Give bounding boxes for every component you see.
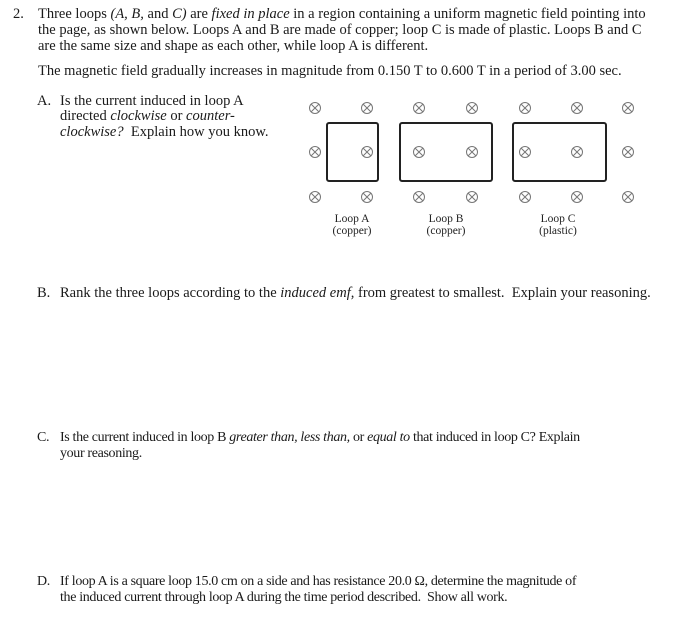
part-b-letter: B.: [37, 285, 51, 301]
part-c-line-2: your reasoning.: [60, 446, 142, 461]
field-into-page-icon: [623, 103, 634, 114]
field-into-page-icon: [520, 147, 531, 158]
part-d-letter: D.: [37, 574, 50, 589]
part-c-letter: C.: [37, 430, 50, 445]
field-into-page-icon: [310, 103, 321, 114]
loop-a-label: Loop A: [334, 213, 370, 225]
part-a-letter: A.: [37, 93, 52, 109]
part-a-line-3: clockwise? Explain how you know.: [60, 124, 269, 140]
intro-line-1: Three loops (A, B, and C) are fixed in place in a region containing a uniform magnetic field pointing into: [38, 6, 646, 22]
field-into-page-icon: [310, 192, 321, 203]
field-into-page-icon: [467, 192, 478, 203]
question-number: 2.: [13, 6, 24, 22]
field-into-page-icon: [414, 147, 425, 158]
field-into-page-icon: [572, 103, 583, 114]
field-into-page-icon: [467, 147, 478, 158]
field-into-page-icon: [467, 103, 478, 114]
part-c-line-1: Is the current induced in loop B greater than, less than, or equal to that induced in loop C? Explain: [60, 430, 580, 445]
part-d-line-2: the induced current through loop A during the time period described. Show all work.: [60, 590, 508, 605]
field-into-page-icon: [362, 103, 373, 114]
field-into-page-icon: [623, 147, 634, 158]
loop-a-material: (copper): [332, 225, 372, 237]
part-a-line-2: directed clockwise or counter-: [60, 108, 235, 124]
part-d-line-1: If loop A is a square loop 15.0 cm on a side and has resistance 20.0 Ω, determine the magnitude of: [60, 574, 577, 589]
field-into-page-icon: [414, 192, 425, 203]
intro-line-3: are the same size and shape as each other, while loop A is different.: [38, 38, 429, 54]
field-statement: The magnetic field gradually increases in magnitude from 0.150 T to 0.600 T in a period of 3.00 sec.: [38, 63, 622, 79]
field-into-page-icon: [572, 147, 583, 158]
field-into-page-icon: [362, 147, 373, 158]
loop-c-label: Loop C: [540, 213, 576, 225]
field-into-page-icon: [572, 192, 583, 203]
field-into-page-icon: [310, 147, 321, 158]
field-into-page-icon: [623, 192, 634, 203]
part-a-line-1: Is the current induced in loop A: [60, 93, 244, 109]
field-into-page-icon: [520, 103, 531, 114]
loop-b-material: (copper): [426, 225, 466, 237]
part-b-line-1: Rank the three loops according to the induced emf, from greatest to smallest. Explain your reasoning.: [60, 285, 651, 301]
intro-line-2: the page, as shown below. Loops A and B are made of copper; loop C is made of plastic. Loops B and C: [38, 22, 642, 38]
loop-c: [513, 123, 606, 181]
loop-b-label: Loop B: [428, 213, 464, 225]
loop-a: [327, 123, 378, 181]
field-into-page-icon: [520, 192, 531, 203]
field-into-page-icon: [362, 192, 373, 203]
loop-c-material: (plastic): [539, 225, 577, 237]
field-into-page-icon: [414, 103, 425, 114]
